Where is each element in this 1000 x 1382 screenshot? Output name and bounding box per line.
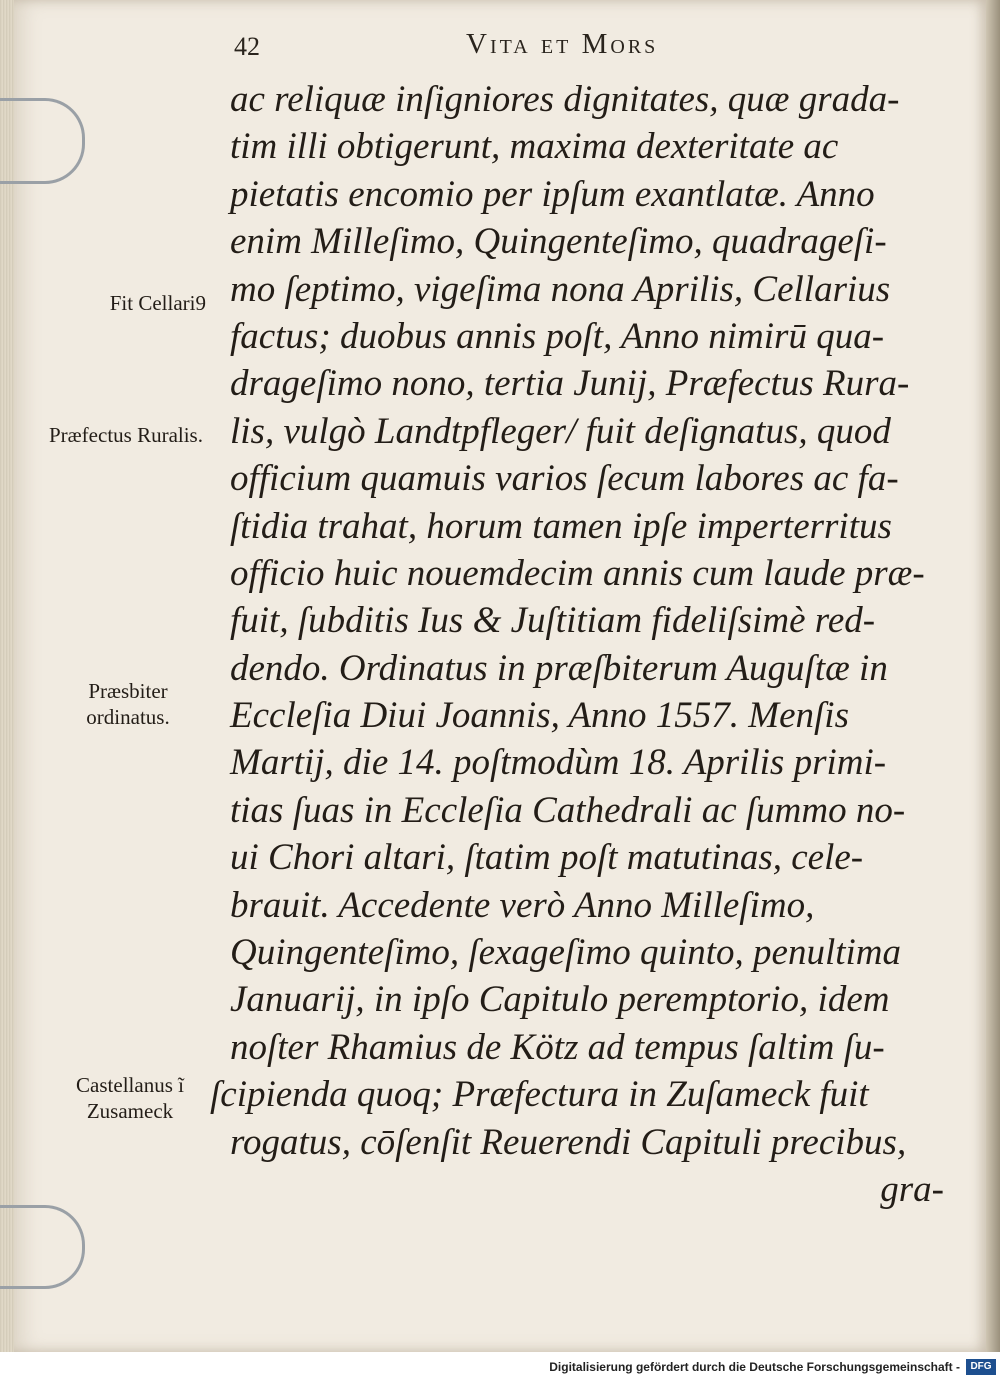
text-line: rogatus, cōſenſit Reuerendi Capituli precibus, [230,1121,907,1163]
page-number: 42 [234,32,260,61]
text-line: enim Milleſimo, Quingenteſimo, quadrageſi- [230,221,887,263]
text-line: ui Chori altari, ſtatim poſt matutinas, cele- [230,837,864,879]
text-line: factus; duobus annis poſt, Anno nimirū qua- [230,315,885,357]
text-line: mo ſeptimo, vigeſima nona Aprilis, Cellarius [230,268,891,310]
page-stack-edge [0,0,14,1352]
running-title: Vita et Mors [466,28,659,60]
text-line: ſtidia trahat, horum tamen ipſe imperterritus [230,505,892,547]
text-line: lis, vulgò Landtpfleger/ fuit deſignatus, quod [230,410,891,452]
footer-bar [0,1352,1000,1382]
funding-notice: Digitalisierung gefördert durch die Deutsche Forschungsgemeinschaft - [549,1360,960,1374]
text-line: brauit. Accedente verò Anno Milleſimo, [230,884,815,926]
dfg-logo: DFG [966,1359,996,1375]
marginal-note-castellanus: Castellanus ĩ Zusameck [76,1073,184,1123]
text-line: dendo. Ordinatus in præſbiterum Auguſtæ in [230,647,888,689]
text-line: Quingenteſimo, ſexageſimo quinto, penultima [230,932,902,974]
text-line: ac reliquæ inſigniores dignitates, quæ grada- [230,79,900,120]
text-line: fuit, ſubditis Ius & Juſtitiam fideliſsimè red- [230,600,876,642]
main-text-block [208,76,968,1213]
marginal-note-praefectus: Præfectus Ruralis. [49,423,203,447]
text-line: tias ſuas in Eccleſia Cathedrali ac ſummo no- [230,789,906,831]
gutter-shadow [986,0,1000,1352]
text-line: ſcipienda quoq; Præfectura in Zuſameck fuit [210,1074,869,1116]
paper-clip-top [0,98,85,184]
marginal-note-praesbiter: Præsbiter ordinatus. [86,679,170,729]
page-header [0,22,1000,66]
text-line: pietatis encomio per ipſum exantlatæ. Anno [230,173,875,215]
text-line: officium quamuis varios ſecum labores ac fa- [230,458,899,500]
text-line: tim illi obtigerunt, maxima dexteritate ac [230,126,839,168]
paper-clip-bottom [0,1205,85,1289]
text-line: officio huic nouemdecim annis cum laude præ- [230,552,925,594]
catchword: gra- [880,1168,944,1210]
text-line: Martij, die 14. poſtmodùm 18. Aprilis primi- [230,742,887,784]
text-line: drageſimo nono, tertia Junij, Præfectus Rura- [230,363,910,405]
text-line: noſter Rhamius de Kötz ad tempus ſaltim ſu- [230,1026,885,1068]
text-line: Eccleſia Diui Joannis, Anno 1557. Menſis [230,695,849,737]
text-line: Januarij, in ipſo Capitulo peremptorio, idem [230,979,890,1021]
marginal-note-cellarius: Fit Cellari9 [109,291,206,315]
